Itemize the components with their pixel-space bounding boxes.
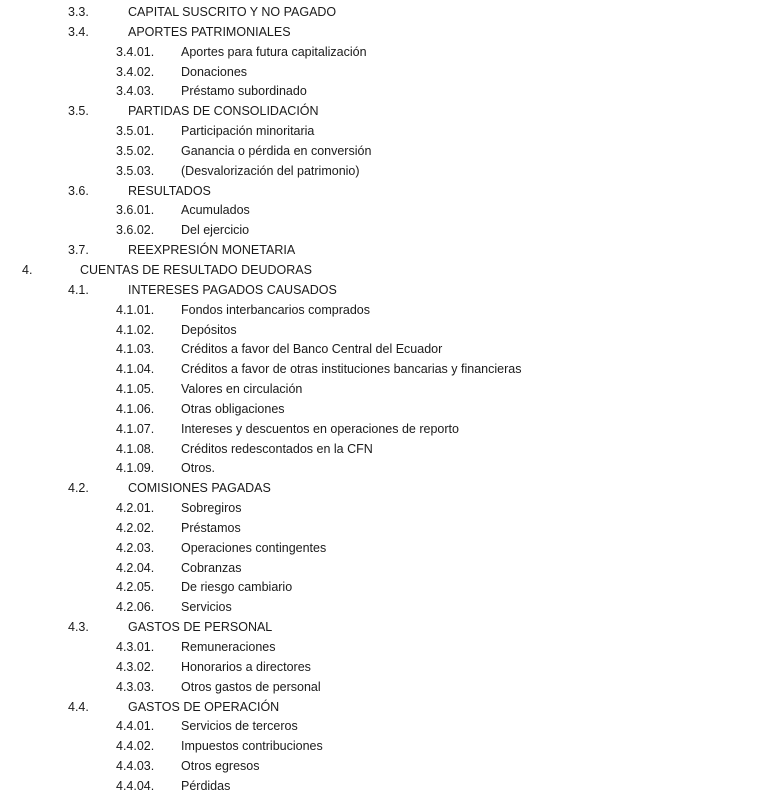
account-code: 3.6. — [68, 183, 89, 198]
account-code: 4.4.01. — [116, 719, 155, 734]
account-code: 4.4.03. — [116, 759, 155, 774]
account-label: Créditos a favor de otras instituciones bancarias y financieras — [181, 362, 522, 377]
account-code: 3.5.01. — [116, 124, 155, 139]
account-row — [0, 43, 778, 63]
account-code: 4.1.02. — [116, 322, 155, 337]
account-code: 4.1.06. — [116, 401, 155, 416]
account-group-row — [0, 182, 778, 202]
account-code: 3.7. — [68, 243, 89, 258]
account-label: Sobregiros — [181, 501, 242, 516]
account-row — [0, 578, 778, 598]
account-code: 4.2.04. — [116, 560, 155, 575]
account-row — [0, 658, 778, 678]
account-code: 3.4. — [68, 24, 89, 39]
account-row — [0, 400, 778, 420]
account-code: 4.1.08. — [116, 441, 155, 456]
account-label: Otras obligaciones — [181, 401, 285, 416]
account-code: 4.1.09. — [116, 461, 155, 476]
account-code: 3.3. — [68, 5, 89, 19]
account-code: 4.1.04. — [116, 362, 155, 377]
account-label: Acumulados — [181, 203, 250, 218]
account-row — [0, 559, 778, 579]
account-code: 4.2.06. — [116, 600, 155, 615]
account-code: 4.4.02. — [116, 739, 155, 754]
account-label: Pérdidas — [181, 778, 231, 793]
account-code: 3.5.02. — [116, 143, 155, 158]
account-code: 4.1. — [68, 282, 89, 297]
account-row — [0, 757, 778, 777]
account-row — [0, 598, 778, 618]
account-group-row — [0, 102, 778, 122]
account-group-row — [0, 281, 778, 301]
account-label: Créditos a favor del Banco Central del Ecuador — [181, 342, 443, 357]
account-row — [0, 360, 778, 380]
account-row — [0, 201, 778, 221]
account-label: Del ejercicio — [181, 223, 250, 238]
account-code: 4.2.05. — [116, 580, 155, 595]
account-group-row — [0, 241, 778, 261]
account-label: Servicios de terceros — [181, 719, 298, 734]
account-label: De riesgo cambiario — [181, 580, 293, 595]
account-row — [0, 519, 778, 539]
account-label: Otros egresos — [181, 759, 260, 774]
account-row — [0, 301, 778, 321]
account-row — [0, 380, 778, 400]
account-label: Valores en circulación — [181, 382, 303, 397]
account-chapter-row — [0, 261, 778, 281]
account-row — [0, 162, 778, 182]
account-label: Participación minoritaria — [181, 124, 315, 139]
account-row — [0, 63, 778, 83]
account-row — [0, 142, 778, 162]
account-label: APORTES PATRIMONIALES — [128, 24, 291, 39]
account-label: Remuneraciones — [181, 640, 276, 654]
account-code: 4. — [22, 262, 33, 277]
account-label: Honorarios a directores — [181, 659, 311, 674]
account-row — [0, 420, 778, 440]
account-row — [0, 122, 778, 142]
account-row — [0, 737, 778, 757]
account-code: 3.4.03. — [116, 84, 155, 99]
account-label: Operaciones contingentes — [181, 540, 327, 555]
account-row — [0, 678, 778, 698]
account-row — [0, 459, 778, 479]
account-label: Créditos redescontados en la CFN — [181, 441, 373, 456]
account-code: 4.1.07. — [116, 421, 155, 436]
account-group-row — [0, 618, 778, 638]
account-row — [0, 717, 778, 737]
account-code: 3.5.03. — [116, 163, 155, 178]
account-row — [0, 340, 778, 360]
account-code: 4.1.05. — [116, 382, 155, 397]
account-label: Depósitos — [181, 322, 237, 337]
account-label: Servicios — [181, 600, 232, 615]
account-code: 4.2.01. — [116, 501, 155, 516]
account-row — [0, 82, 778, 102]
account-code: 4.1.03. — [116, 342, 155, 357]
account-code: 3.4.01. — [116, 44, 155, 59]
account-label: PARTIDAS DE CONSOLIDACIÓN — [128, 104, 319, 119]
account-label: GASTOS DE PERSONAL — [128, 620, 273, 635]
account-code: 3.6.02. — [116, 223, 155, 238]
account-label: Donaciones — [181, 64, 248, 79]
account-label: Impuestos contribuciones — [181, 739, 323, 754]
account-code: 3.6.01. — [116, 203, 155, 218]
account-label: CAPITAL SUSCRITO Y NO PAGADO — [128, 5, 337, 19]
account-row — [0, 777, 778, 797]
account-group-row — [0, 698, 778, 718]
account-group-row — [0, 23, 778, 43]
account-label: INTERESES PAGADOS CAUSADOS — [128, 282, 337, 297]
account-label: RESULTADOS — [128, 183, 211, 198]
account-label: Cobranzas — [181, 560, 242, 575]
account-label: Ganancia o pérdida en conversión — [181, 143, 372, 158]
account-row — [0, 321, 778, 341]
account-code: 4.4. — [68, 699, 89, 714]
account-label: Otros. — [181, 461, 216, 476]
account-label: REEXPRESIÓN MONETARIA — [128, 243, 296, 258]
account-label: Préstamo subordinado — [181, 84, 307, 99]
account-label: Intereses y descuentos en operaciones de reporto — [181, 421, 459, 436]
account-code: 3.5. — [68, 104, 89, 119]
chart-of-accounts-list — [0, 3, 778, 797]
account-label: Otros gastos de personal — [181, 679, 321, 694]
account-code: 4.4.04. — [116, 778, 155, 793]
account-label: Aportes para futura capitalización — [181, 44, 367, 59]
account-code: 4.2. — [68, 481, 89, 496]
account-label: COMISIONES PAGADAS — [128, 481, 271, 496]
account-code: 4.2.02. — [116, 520, 155, 535]
account-row — [0, 638, 778, 658]
account-code: 4.3.01. — [116, 640, 155, 654]
account-code: 4.3.02. — [116, 659, 155, 674]
account-group-row — [0, 479, 778, 499]
account-label: GASTOS DE OPERACIÓN — [128, 699, 280, 714]
account-row — [0, 539, 778, 559]
account-label: (Desvalorización del patrimonio) — [181, 163, 360, 178]
account-code: 3.4.02. — [116, 64, 155, 79]
account-label: Fondos interbancarios comprados — [181, 302, 370, 317]
account-code: 4.2.03. — [116, 540, 155, 555]
account-code: 4.3. — [68, 620, 89, 635]
account-row — [0, 221, 778, 241]
account-code: 4.3.03. — [116, 679, 155, 694]
account-code: 4.1.01. — [116, 302, 155, 317]
account-row — [0, 499, 778, 519]
account-row — [0, 440, 778, 460]
account-group-row — [0, 3, 778, 23]
account-label: Préstamos — [181, 520, 241, 535]
account-label: CUENTAS DE RESULTADO DEUDORAS — [80, 262, 312, 277]
